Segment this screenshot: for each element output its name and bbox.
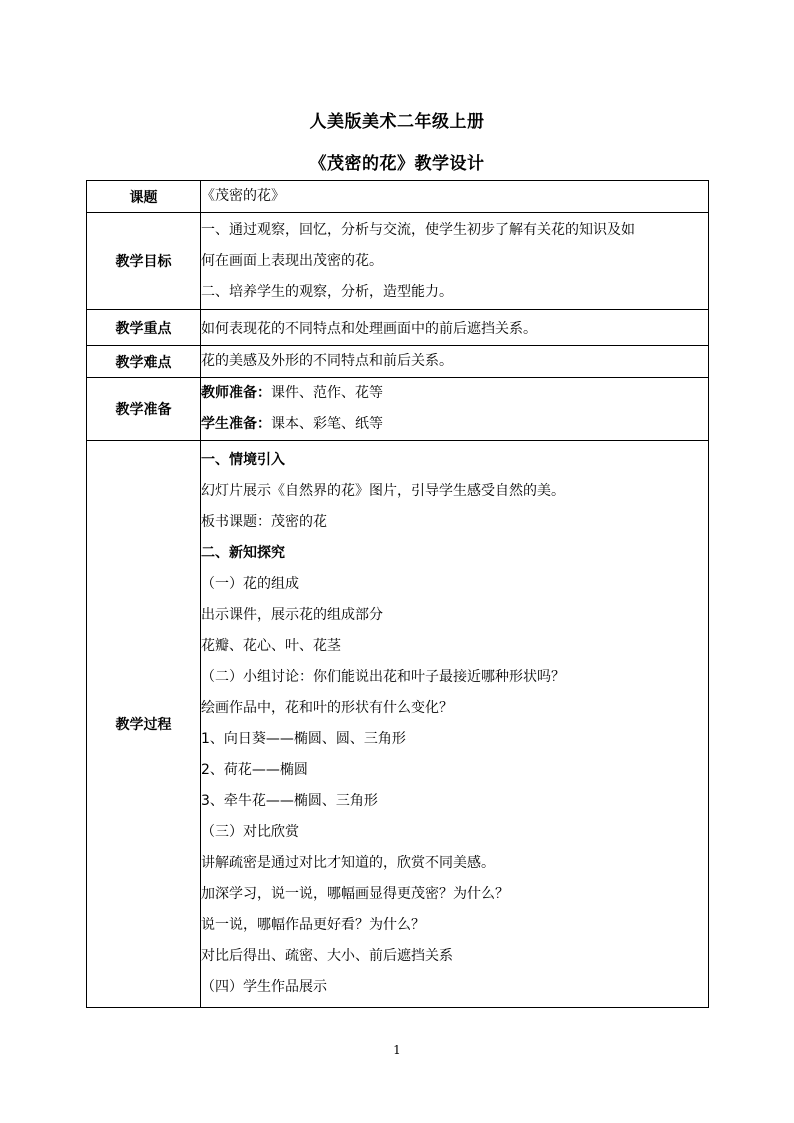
teacher-preparation: 教师准备：课件、范作、花等 (201, 385, 383, 401)
row-topic (87, 181, 709, 213)
difficulties-value: 花的美感及外形的不同特点和前后关系。 (201, 346, 709, 378)
page-number: 1 (393, 1043, 401, 1057)
process-line: （四）学生作品展示 (201, 979, 327, 995)
process-line: 讲解疏密是通过对比才知道的，欣赏不同美感。 (201, 855, 495, 871)
process-line: 3、牵牛花——椭圆、三角形 (201, 793, 378, 809)
process-line: （二）小组讨论：你们能说出花和叶子最接近哪种形状吗？ (201, 669, 565, 685)
key-points-label: 教学重点 (87, 310, 201, 346)
topic-label: 课题 (87, 181, 201, 213)
key-points-value: 如何表现花的不同特点和处理画面中的前后遮挡关系。 (201, 310, 709, 346)
process-line: 说一说，哪幅作品更好看？为什么？ (201, 917, 425, 933)
row-process (87, 441, 709, 1008)
preparation-content (201, 378, 709, 441)
objectives-line: 二、培养学生的观察，分析，造型能力。 (201, 283, 453, 300)
process-content (201, 441, 709, 1008)
objectives-content (201, 213, 709, 310)
row-objectives (87, 213, 709, 310)
row-preparation (87, 378, 709, 441)
row-difficulties (87, 346, 709, 378)
process-line: 绘画作品中，花和叶的形状有什么变化？ (201, 700, 453, 716)
process-line: 2、荷花——椭圆 (201, 762, 308, 778)
objectives-line: 一、通过观察，回忆，分析与交流，使学生初步了解有关花的知识及如 (201, 221, 635, 238)
process-line: （三）对比欣赏 (201, 824, 299, 840)
process-line: 二、新知探究 (201, 545, 285, 561)
objectives-label: 教学目标 (87, 213, 201, 310)
document-subtitle: 《茂密的花》教学设计 (309, 154, 485, 174)
process-label: 教学过程 (87, 441, 201, 1008)
row-key-points (87, 310, 709, 346)
preparation-label: 教学准备 (87, 378, 201, 441)
process-line: 出示课件，展示花的组成部分 (201, 607, 383, 623)
process-line: 花瓣、花心、叶、花茎 (201, 638, 341, 654)
process-line: 加深学习，说一说，哪幅画显得更茂密？为什么？ (201, 886, 509, 902)
process-line: 板书课题：茂密的花 (201, 514, 327, 530)
lesson-plan-table (86, 180, 709, 1008)
document-title: 人美版美术二年级上册 (309, 112, 485, 132)
student-preparation: 学生准备：课本、彩笔、纸等 (201, 416, 383, 432)
process-line: 对比后得出、疏密、大小、前后遮挡关系 (201, 948, 453, 964)
objectives-line: 何在画面上表现出茂密的花。 (201, 252, 383, 269)
process-line: 1、向日葵——椭圆、圆、三角形 (201, 731, 406, 747)
topic-value: 《茂密的花》 (201, 181, 709, 213)
process-line: （一）花的组成 (201, 576, 299, 592)
process-line: 一、情境引入 (201, 452, 285, 468)
difficulties-label: 教学难点 (87, 346, 201, 378)
process-line: 幻灯片展示《自然界的花》图片，引导学生感受自然的美。 (201, 483, 565, 499)
